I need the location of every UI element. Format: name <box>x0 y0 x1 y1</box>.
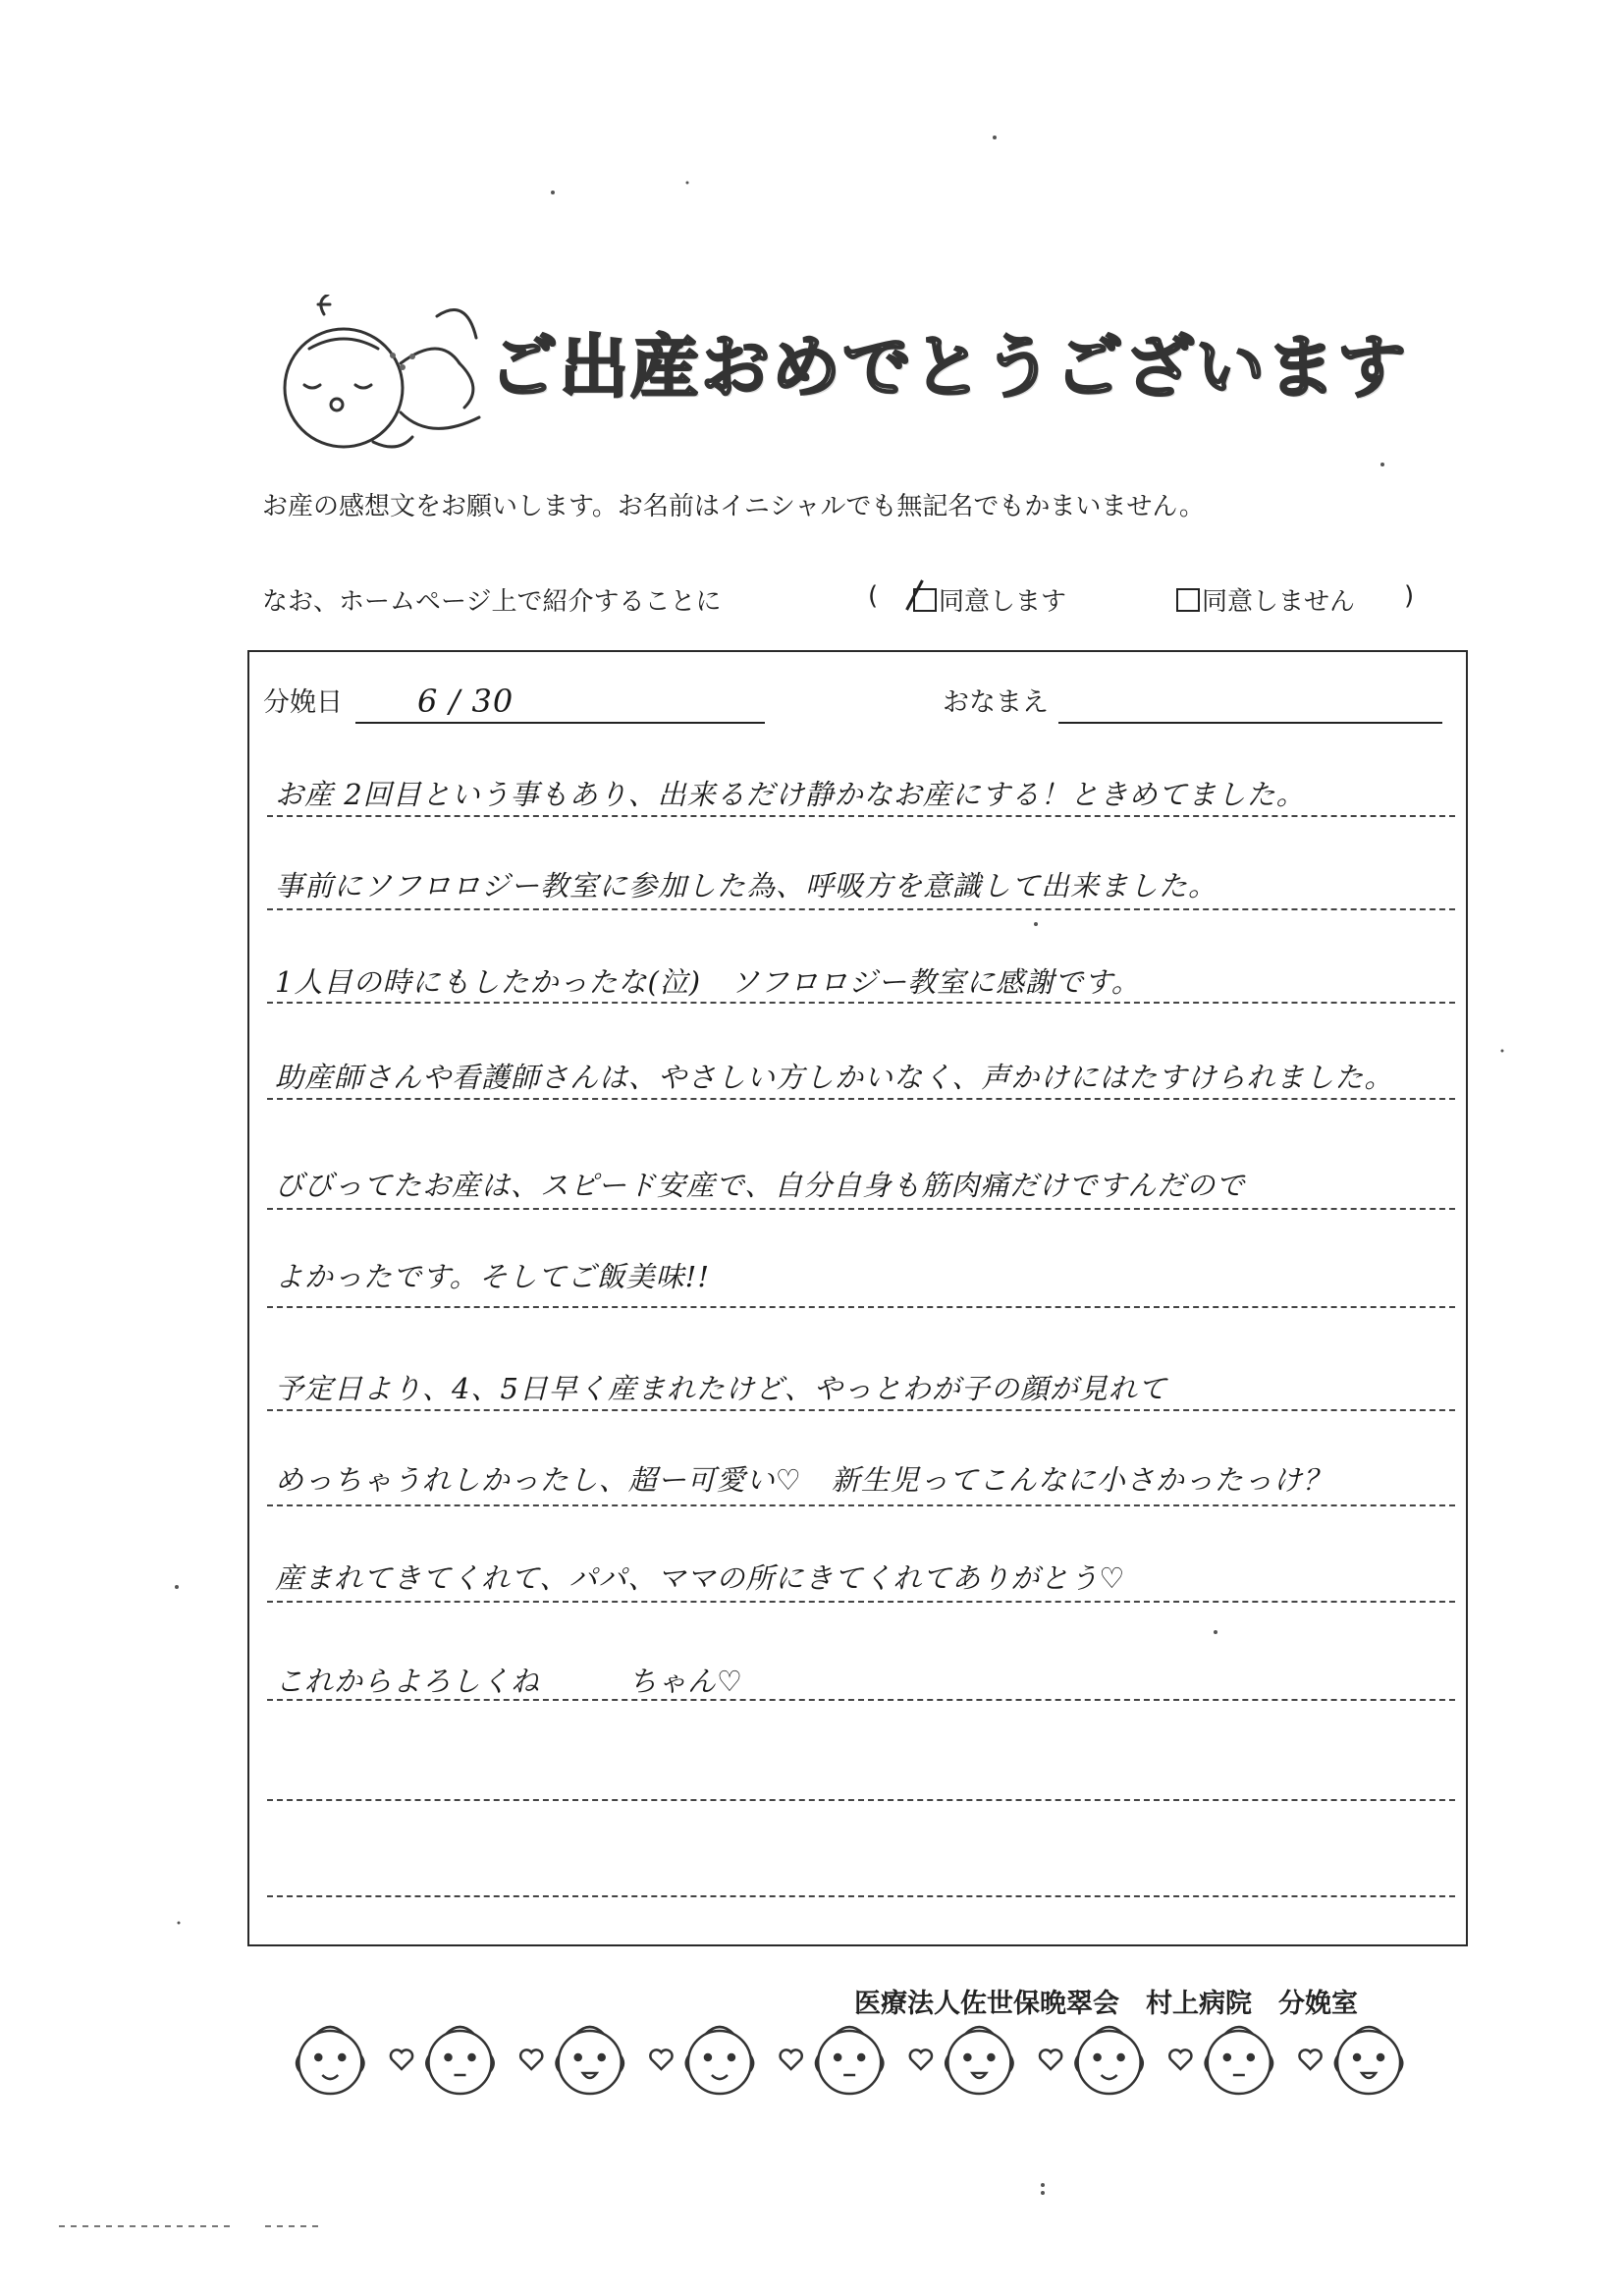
baby-face-icon <box>1206 2027 1272 2094</box>
essay-line: 事前にソフロロジー教室に参加した為、呼吸方を意識して出来ました。 <box>275 869 1218 902</box>
writing-rule <box>267 1799 1455 1801</box>
heart-icon <box>781 2050 802 2069</box>
essay-line: びびってたお産は、スピード安産で、自分自身も筋肉痛だけですんだので <box>275 1169 1246 1202</box>
consent-open-paren: ( <box>868 581 879 611</box>
instruction-text: お産の感想文をお願いします。お名前はイニシャルでも無記名でもかまいません。 <box>262 492 1205 521</box>
writing-rule <box>267 1098 1455 1100</box>
agree-label: 同意します <box>939 587 1067 617</box>
name-label: おなまえ <box>943 687 1049 718</box>
sleeping-baby-icon <box>265 295 501 462</box>
essay-line: 予定日より、4、5日早く産まれたけど、やっとわが子の顔が見れて <box>275 1372 1167 1405</box>
essay-line: よかったです。そしてご飯美味!! <box>275 1260 710 1293</box>
baby-face-icon <box>686 2027 753 2094</box>
baby-face-icon <box>557 2027 623 2094</box>
writing-rule <box>267 1208 1455 1210</box>
heart-icon <box>910 2050 932 2069</box>
writing-rule <box>267 1601 1455 1603</box>
consent-close-paren: ) <box>1404 581 1415 611</box>
writing-rule <box>267 815 1455 817</box>
writing-rule <box>267 908 1455 910</box>
delivery-date-label: 分娩日 <box>263 687 343 718</box>
baby-face-icon <box>816 2027 883 2094</box>
form-frame <box>247 650 1468 1946</box>
essay-line: これからよろしくね ちゃん♡ <box>275 1665 743 1698</box>
essay-line: 1人目の時にもしたかったな(泣) ソフロロジー教室に感謝です。 <box>275 965 1141 999</box>
consent-agree-option[interactable] <box>913 581 1066 618</box>
hospital-name: 医療法人佐世保晩翠会 村上病院 分娩室 <box>854 1989 1358 2019</box>
delivery-date-underline <box>355 722 765 724</box>
essay-line: めっちゃうれしかったし、超ー可愛い♡ 新生児ってこんなに小さかったっけ？ <box>275 1463 1332 1497</box>
disagree-label: 同意しません <box>1202 587 1356 617</box>
essay-line: 助産師さんや看護師さんは、やさしい方しかいなく、声かけにはたすけられました。 <box>275 1061 1394 1094</box>
baby-faces-border <box>285 2018 1453 2106</box>
heart-icon <box>650 2050 672 2069</box>
heart-icon <box>520 2050 542 2069</box>
baby-face-icon <box>1075 2027 1142 2094</box>
agree-checkbox[interactable] <box>913 588 937 612</box>
baby-face-icon <box>426 2027 493 2094</box>
consent-disagree-option[interactable] <box>1176 581 1355 618</box>
baby-face-icon <box>1335 2027 1402 2094</box>
heart-icon <box>1040 2050 1061 2069</box>
essay-line: 産まれてきてくれて、パパ、ママの所にきてくれてありがとう♡ <box>275 1561 1126 1595</box>
essay-line: お産 2回目という事もあり、出来るだけ静かなお産にする！ときめてました。 <box>275 778 1306 811</box>
consent-question: なお、ホームページ上で紹介することに <box>262 587 722 617</box>
writing-rule <box>267 1699 1455 1701</box>
heart-icon <box>1169 2050 1191 2069</box>
writing-rule <box>267 1306 1455 1308</box>
heart-icon <box>1299 2050 1321 2069</box>
baby-face-icon <box>946 2027 1012 2094</box>
writing-rule <box>267 1504 1455 1506</box>
disagree-checkbox[interactable] <box>1176 588 1200 612</box>
writing-rule <box>267 1409 1455 1411</box>
heart-icon <box>391 2050 412 2069</box>
writing-rule <box>267 1002 1455 1004</box>
baby-face-icon <box>297 2027 363 2094</box>
page-title: ご出産おめでとうございます <box>489 327 1408 408</box>
name-underline <box>1058 722 1442 724</box>
writing-rule <box>267 1895 1455 1897</box>
delivery-date-field[interactable]: 6 / 30 <box>417 683 514 720</box>
